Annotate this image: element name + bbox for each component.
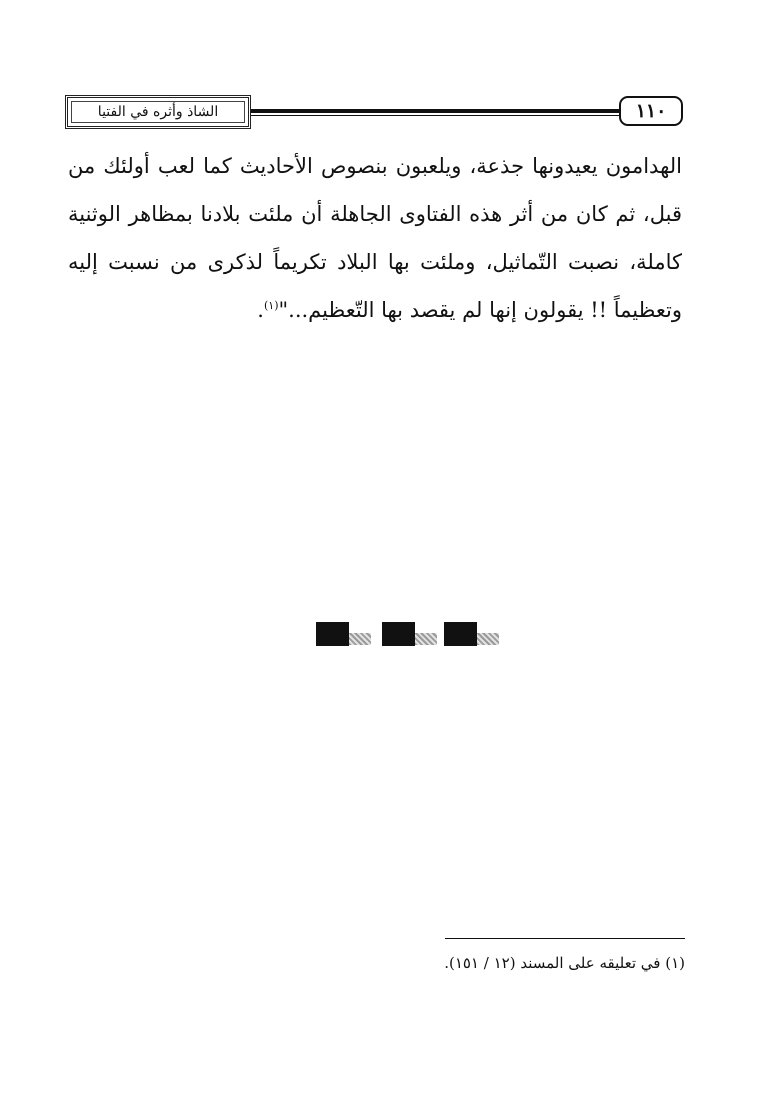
text-line: الهدامون يعيدونها جذعة، ويلعبون بنصوص الأحاديث كما لعب أولئك من	[68, 154, 682, 178]
separator-block	[316, 622, 349, 646]
text-line: كاملة، نصبت التّماثيل، وملئت بها البلاد تكريماً لذكرى من نسبت إليه	[68, 250, 682, 274]
final-period: .	[257, 298, 264, 322]
text-line-content: وتعظيماً !! يقولون إنها لم يقصد بها التّعظيم...	[288, 298, 682, 322]
section-separator-ornament	[316, 622, 502, 646]
text-line-last	[68, 286, 682, 334]
body-text	[68, 142, 682, 334]
separator-shade	[415, 633, 437, 645]
footnote-divider	[445, 938, 685, 939]
separator-shade	[477, 633, 499, 645]
running-title: الشاذ وأثره في الفتيا	[71, 101, 245, 123]
header-rule	[251, 109, 619, 113]
closing-quote: "	[278, 298, 289, 322]
separator-block	[444, 622, 477, 646]
page-number: ١١٠	[619, 96, 683, 126]
separator-block	[382, 622, 415, 646]
text-line: قبل، ثم كان من أثر هذه الفتاوى الجاهلة أن ملئت بلادنا بمظاهر الوثنية	[68, 202, 682, 226]
header-rule-thin	[251, 115, 619, 116]
footnote-reference: (١)	[263, 299, 279, 312]
running-title-box	[65, 95, 251, 129]
page-header	[65, 95, 683, 129]
separator-shade	[349, 633, 371, 645]
footnote: (١) في تعليقه على المسند (١٢ / ١٥١).	[444, 954, 685, 972]
